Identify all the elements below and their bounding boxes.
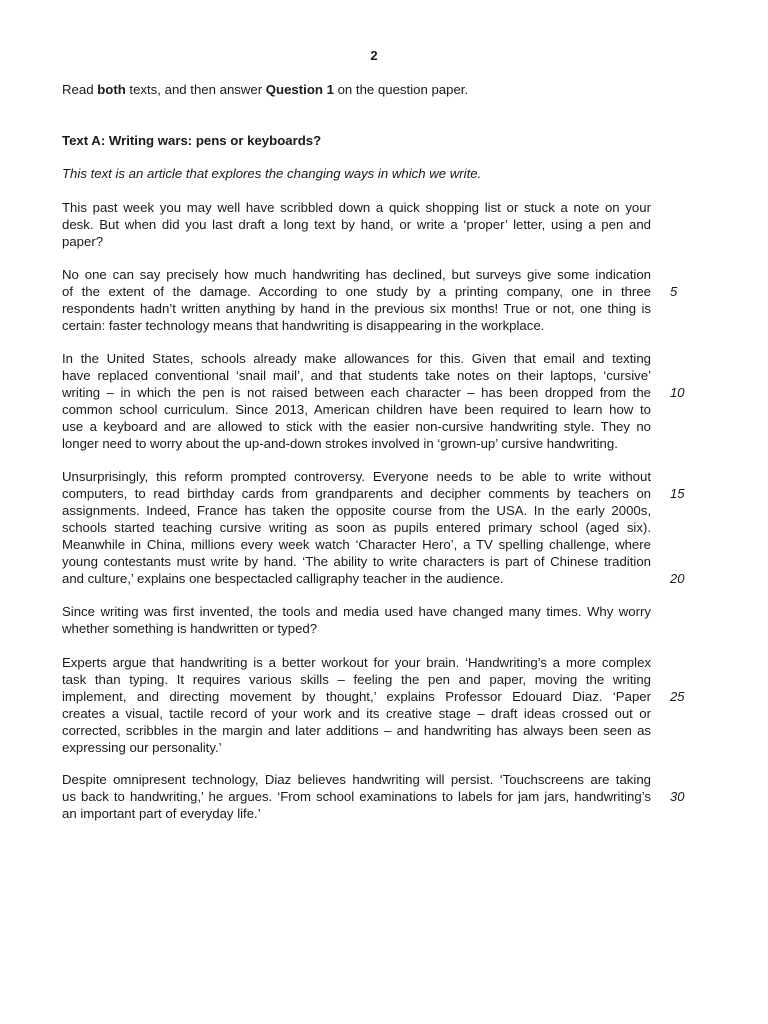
- text-intro: This text is an article that explores the changing ways in which we write.: [62, 166, 482, 181]
- article-line: implement, and directing movement by thought,’ explains Professor Edouard Diaz. ‘Paper: [62, 689, 651, 704]
- article-line: certain: faster technology means that handwriting is disappearing in the workplace.: [62, 318, 545, 333]
- line-number: 30: [670, 789, 685, 804]
- article-line: Unsurprisingly, this reform prompted controversy. Everyone needs to be able to write without: [62, 469, 651, 484]
- article-line: Since writing was first invented, the tools and media used have changed many times. Why worry: [62, 604, 651, 619]
- instructions-text-3: on the question paper.: [333, 82, 469, 97]
- article-line: No one can say precisely how much handwriting has declined, but surveys give some indication: [62, 267, 651, 282]
- article-line: task than typing. It requires various skills – feeling the pen and paper, moving the writing: [62, 672, 651, 687]
- article-line: have replaced conventional ‘snail mail’, and that students take notes on their laptops, ‘cursive’: [62, 368, 651, 383]
- instructions-question: Question 1: [265, 82, 334, 97]
- article-line: creates a visual, tactile record of your work and its creative stage – draft ideas crossed out or: [62, 706, 651, 721]
- instructions-both: both: [97, 82, 126, 97]
- article-line: corrected, scribbles in the margin and later additions – and handwriting has always been seen as: [62, 723, 651, 738]
- article-line: common school curriculum. Since 2013, American children have been required to learn how to: [62, 402, 651, 417]
- article-line: schools started teaching cursive writing as soon as pupils entered primary school (aged six).: [62, 520, 651, 535]
- article-line: writing – in which the pen is not raised between each character – has been dropped from the: [62, 385, 651, 400]
- instructions-text-2: texts, and then answer: [125, 82, 266, 97]
- page-number: 2: [370, 48, 378, 63]
- article-line: use a keyboard and are allowed to stick with the easier non-cursive handwriting style. They no: [62, 419, 651, 434]
- article-line: In the United States, schools already make allowances for this. Given that email and texting: [62, 351, 651, 366]
- instructions: [62, 81, 468, 98]
- article-line: paper?: [62, 234, 104, 249]
- instructions-text-1: Read: [62, 82, 98, 97]
- article-line: desk. But when did you last draft a long text by hand, or write a ‘proper’ letter, using a pen and: [62, 217, 651, 232]
- article-line: computers, to read birthday cards from grandparents and decipher comments by teachers on: [62, 486, 651, 501]
- line-number: 25: [670, 689, 685, 704]
- article-line: an important part of everyday life.’: [62, 806, 261, 821]
- line-number: 5: [670, 284, 678, 299]
- article-line: young contestants must write by hand. ‘The ability to write characters is part of Chinese tradition: [62, 554, 651, 569]
- article-line: This past week you may well have scribbled down a quick shopping list or stuck a note on your: [62, 200, 651, 215]
- line-number: 15: [670, 486, 685, 501]
- article-line: of the extent of the damage. According to one study by a printing company, one in three: [62, 284, 651, 299]
- text-heading: Text A: Writing wars: pens or keyboards?: [62, 133, 322, 148]
- article-line: longer need to worry about the up-and-down strokes involved in ‘grown-up’ cursive handwriting.: [62, 436, 618, 451]
- line-number: 20: [670, 571, 685, 586]
- article-line: and culture,’ explains one bespectacled calligraphy teacher in the audience.: [62, 571, 504, 586]
- article-line: assignments. Indeed, France has taken the opposite course from the USA. In the early 2000s,: [62, 503, 651, 518]
- article-line: expressing our personality.’: [62, 740, 222, 755]
- article-line: us back to handwriting,’ he argues. ‘From school examinations to labels for jam jars, handwriting’s: [62, 789, 651, 804]
- line-number: 10: [670, 385, 685, 400]
- article-line: Despite omnipresent technology, Diaz believes handwriting will persist. ‘Touchscreens are taking: [62, 772, 651, 787]
- article-line: respondents hadn’t written anything by hand in the previous six months! True or not, one thing is: [62, 301, 651, 316]
- article-line: whether something is handwritten or typed?: [62, 621, 318, 636]
- article-line: Meanwhile in China, millions every week watch ‘Character Hero’, a TV spelling challenge, where: [62, 537, 651, 552]
- article-line: Experts argue that handwriting is a better workout for your brain. ‘Handwriting’s a more complex: [62, 655, 651, 670]
